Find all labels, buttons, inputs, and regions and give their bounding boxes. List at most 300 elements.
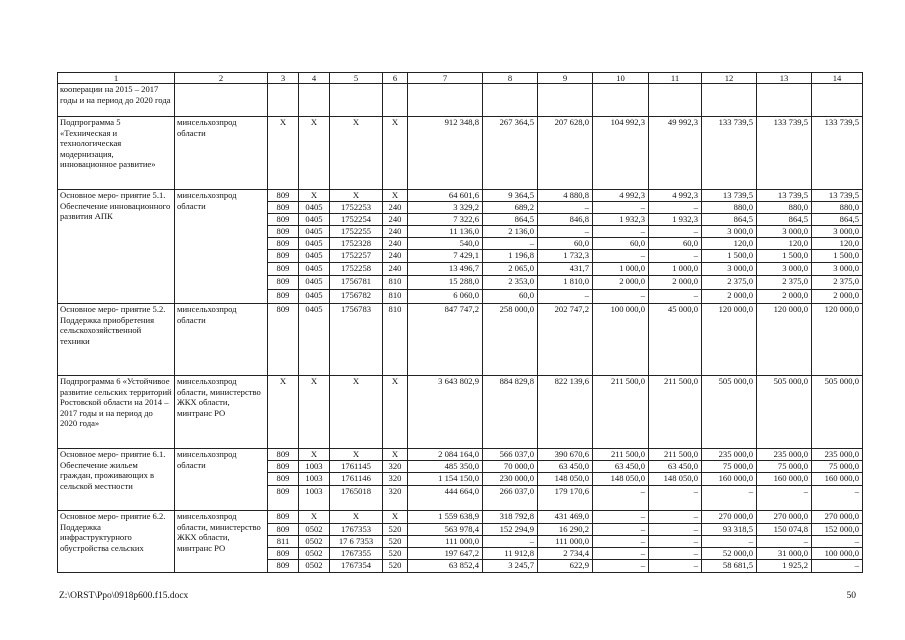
table-cell: 809 bbox=[268, 473, 299, 486]
table-cell: – bbox=[593, 250, 649, 263]
table-cell bbox=[408, 84, 483, 117]
table-cell: 809 bbox=[268, 486, 299, 511]
responsible-executor bbox=[175, 84, 268, 117]
table-cell: 520 bbox=[383, 560, 408, 573]
table-cell: 3 000,0 bbox=[812, 263, 863, 276]
table-cell: – bbox=[812, 560, 863, 573]
table-cell: 58 681,5 bbox=[702, 560, 757, 573]
table-cell: 207 628,0 bbox=[538, 117, 593, 190]
table-cell: – bbox=[649, 524, 702, 536]
table-cell bbox=[383, 84, 408, 117]
table-cell: 3 000,0 bbox=[757, 263, 812, 276]
table-cell: 104 992,3 bbox=[593, 117, 649, 190]
table-cell: 320 bbox=[383, 461, 408, 473]
table-cell: 2 065,0 bbox=[483, 263, 538, 276]
column-number: 1 bbox=[58, 73, 175, 84]
table-cell bbox=[268, 84, 299, 117]
table-cell: 120,0 bbox=[812, 238, 863, 250]
table-cell: 864,5 bbox=[483, 214, 538, 226]
table-cell: 809 bbox=[268, 290, 299, 304]
table-cell: 390 670,6 bbox=[538, 449, 593, 461]
table-cell: 13 496,7 bbox=[408, 263, 483, 276]
table-cell: X bbox=[299, 190, 330, 202]
column-number: 7 bbox=[408, 73, 483, 84]
responsible-executor: минсельхозпрод области, министерство ЖКХ области, минтранс РО bbox=[175, 376, 268, 449]
table-row bbox=[58, 117, 863, 190]
table-cell: X bbox=[383, 190, 408, 202]
table-cell: 318 792,8 bbox=[483, 511, 538, 524]
table-cell: – bbox=[649, 486, 702, 511]
activity-name: Основное меро- приятие 5.1. Обеспечение инновационного развития АПК bbox=[58, 190, 175, 304]
table-cell: 809 bbox=[268, 449, 299, 461]
table-cell: 884 829,8 bbox=[483, 376, 538, 449]
table-cell: 148 050,0 bbox=[538, 473, 593, 486]
table-cell: 431 469,0 bbox=[538, 511, 593, 524]
column-number: 5 bbox=[330, 73, 383, 84]
table-cell: 2 375,0 bbox=[757, 276, 812, 290]
table-cell: 0405 bbox=[299, 304, 330, 376]
table-cell: 4 880,8 bbox=[538, 190, 593, 202]
table-cell: 809 bbox=[268, 304, 299, 376]
table-cell: 505 000,0 bbox=[702, 376, 757, 449]
table-cell: X bbox=[383, 376, 408, 449]
table-cell: 540,0 bbox=[408, 238, 483, 250]
table-cell bbox=[649, 84, 702, 117]
table-cell: 63 450,0 bbox=[538, 461, 593, 473]
table-cell: 258 000,0 bbox=[483, 304, 538, 376]
column-number: 11 bbox=[649, 73, 702, 84]
table-cell: 270 000,0 bbox=[702, 511, 757, 524]
table-cell: 520 bbox=[383, 536, 408, 548]
table-cell: 809 bbox=[268, 190, 299, 202]
table-cell: – bbox=[757, 536, 812, 548]
table-cell: – bbox=[593, 511, 649, 524]
table-cell: 0405 bbox=[299, 238, 330, 250]
table-cell: 120 000,0 bbox=[757, 304, 812, 376]
table-cell: 1 559 638,9 bbox=[408, 511, 483, 524]
table-cell: 810 bbox=[383, 276, 408, 290]
activity-name: Подпрограмма 6 «Устойчивое развитие сельских территорий Ростовской области на 2014 – 2017 годы и на период до 2020 года» bbox=[58, 376, 175, 449]
table-cell: 13 739,5 bbox=[702, 190, 757, 202]
table-cell: 1 932,3 bbox=[593, 214, 649, 226]
table-cell bbox=[330, 84, 383, 117]
budget-table-container bbox=[57, 72, 862, 573]
table-cell: – bbox=[593, 548, 649, 560]
activity-name: Основное меро- приятие 6.2. Поддержка инфраструктурного обустройства сельских bbox=[58, 511, 175, 573]
table-cell bbox=[702, 84, 757, 117]
table-cell: X bbox=[383, 117, 408, 190]
table-cell: 211 500,0 bbox=[649, 449, 702, 461]
table-cell: X bbox=[299, 117, 330, 190]
table-cell: 822 139,6 bbox=[538, 376, 593, 449]
table-cell: 63 450,0 bbox=[649, 461, 702, 473]
table-cell: 179 170,6 bbox=[538, 486, 593, 511]
column-number: 12 bbox=[702, 73, 757, 84]
table-cell: 270 000,0 bbox=[757, 511, 812, 524]
table-cell: 235 000,0 bbox=[812, 449, 863, 461]
table-cell: 809 bbox=[268, 263, 299, 276]
table-cell: 1767354 bbox=[330, 560, 383, 573]
table-cell: 240 bbox=[383, 263, 408, 276]
table-cell: 2 375,0 bbox=[702, 276, 757, 290]
page-number: 50 bbox=[846, 591, 856, 601]
table-cell: 864,5 bbox=[702, 214, 757, 226]
table-cell: 2 000,0 bbox=[702, 290, 757, 304]
table-cell: 0405 bbox=[299, 202, 330, 214]
table-cell: 1752255 bbox=[330, 226, 383, 238]
table-cell: 1 732,3 bbox=[538, 250, 593, 263]
table-cell: 120 000,0 bbox=[812, 304, 863, 376]
table-cell: 809 bbox=[268, 202, 299, 214]
table-cell: 2 084 164,0 bbox=[408, 449, 483, 461]
column-number: 6 bbox=[383, 73, 408, 84]
table-cell: X bbox=[330, 190, 383, 202]
table-cell: 1 932,3 bbox=[649, 214, 702, 226]
table-cell: 810 bbox=[383, 304, 408, 376]
table-cell: 0502 bbox=[299, 536, 330, 548]
table-cell: 809 bbox=[268, 511, 299, 524]
table-row bbox=[58, 511, 863, 524]
table-cell: 60,0 bbox=[538, 238, 593, 250]
table-cell: 4 992,3 bbox=[649, 190, 702, 202]
table-cell: 133 739,5 bbox=[757, 117, 812, 190]
table-cell: 120,0 bbox=[757, 238, 812, 250]
table-cell: 11 136,0 bbox=[408, 226, 483, 238]
table-cell: 2 000,0 bbox=[812, 290, 863, 304]
responsible-executor: минсельхозпрод области bbox=[175, 190, 268, 304]
table-cell: 809 bbox=[268, 461, 299, 473]
file-path: Z:\ORST\Ppo\0918p600.f15.docx bbox=[59, 591, 189, 601]
table-cell: – bbox=[483, 536, 538, 548]
table-cell: 2 734,4 bbox=[538, 548, 593, 560]
table-cell: 809 bbox=[268, 276, 299, 290]
column-number: 8 bbox=[483, 73, 538, 84]
table-cell: 60,0 bbox=[649, 238, 702, 250]
table-cell: – bbox=[649, 511, 702, 524]
table-cell: 31 000,0 bbox=[757, 548, 812, 560]
table-cell: 2 000,0 bbox=[757, 290, 812, 304]
table-cell: 49 992,3 bbox=[649, 117, 702, 190]
table-cell: 0405 bbox=[299, 276, 330, 290]
table-cell: 93 318,5 bbox=[702, 524, 757, 536]
table-cell: 3 000,0 bbox=[702, 226, 757, 238]
table-cell: 1 000,0 bbox=[649, 263, 702, 276]
table-row bbox=[58, 449, 863, 461]
column-number: 10 bbox=[593, 73, 649, 84]
table-cell: 0502 bbox=[299, 560, 330, 573]
table-cell: 505 000,0 bbox=[757, 376, 812, 449]
table-cell: 809 bbox=[268, 226, 299, 238]
table-cell: 1752328 bbox=[330, 238, 383, 250]
table-cell: 520 bbox=[383, 548, 408, 560]
column-number-row bbox=[58, 73, 863, 84]
table-row bbox=[58, 376, 863, 449]
table-cell: 2 136,0 bbox=[483, 226, 538, 238]
table-cell: 270 000,0 bbox=[812, 511, 863, 524]
responsible-executor: минсельхозпрод области bbox=[175, 304, 268, 376]
table-cell: – bbox=[593, 290, 649, 304]
table-cell: 160 000,0 bbox=[812, 473, 863, 486]
table-cell: 211 500,0 bbox=[593, 449, 649, 461]
table-cell: 1756782 bbox=[330, 290, 383, 304]
table-cell: 880,0 bbox=[812, 202, 863, 214]
table-cell: 160 000,0 bbox=[757, 473, 812, 486]
table-cell: 111 000,0 bbox=[408, 536, 483, 548]
table-cell: – bbox=[649, 536, 702, 548]
table-cell: 100 000,0 bbox=[593, 304, 649, 376]
table-cell: 810 bbox=[383, 290, 408, 304]
table-cell: 0405 bbox=[299, 226, 330, 238]
table-cell: 17 6 7353 bbox=[330, 536, 383, 548]
table-cell: 133 739,5 bbox=[702, 117, 757, 190]
table-cell: 1756781 bbox=[330, 276, 383, 290]
table-cell: – bbox=[593, 226, 649, 238]
table-cell: 75 000,0 bbox=[812, 461, 863, 473]
table-cell: 0405 bbox=[299, 263, 330, 276]
table-cell: 70 000,0 bbox=[483, 461, 538, 473]
table-cell bbox=[483, 84, 538, 117]
table-cell: 0405 bbox=[299, 290, 330, 304]
table-cell: 1 196,8 bbox=[483, 250, 538, 263]
table-cell: 240 bbox=[383, 250, 408, 263]
table-row bbox=[58, 304, 863, 376]
table-cell: 1003 bbox=[299, 486, 330, 511]
budget-table bbox=[57, 72, 863, 573]
table-cell: 1 500,0 bbox=[702, 250, 757, 263]
table-cell: – bbox=[649, 226, 702, 238]
table-cell: – bbox=[812, 486, 863, 511]
table-cell: 64 601,6 bbox=[408, 190, 483, 202]
activity-name: кооперации на 2015 – 2017 годы и на период до 2020 года bbox=[58, 84, 175, 117]
table-cell: – bbox=[812, 536, 863, 548]
table-cell: 2 353,0 bbox=[483, 276, 538, 290]
responsible-executor: минсельхозпрод области bbox=[175, 117, 268, 190]
table-cell: 202 747,2 bbox=[538, 304, 593, 376]
table-cell: 864,5 bbox=[757, 214, 812, 226]
table-cell: 63 450,0 bbox=[593, 461, 649, 473]
table-cell bbox=[593, 84, 649, 117]
table-cell: 52 000,0 bbox=[702, 548, 757, 560]
table-cell: 267 364,5 bbox=[483, 117, 538, 190]
table-cell: 1767353 bbox=[330, 524, 383, 536]
table-cell: 1 925,2 bbox=[757, 560, 812, 573]
table-cell: 13 739,5 bbox=[757, 190, 812, 202]
table-cell: 566 037,0 bbox=[483, 449, 538, 461]
table-cell: 75 000,0 bbox=[702, 461, 757, 473]
table-cell: 150 074,8 bbox=[757, 524, 812, 536]
table-cell: – bbox=[649, 250, 702, 263]
table-cell: – bbox=[538, 202, 593, 214]
table-cell: 0405 bbox=[299, 250, 330, 263]
table-cell: 6 060,0 bbox=[408, 290, 483, 304]
table-cell: 1765018 bbox=[330, 486, 383, 511]
table-row bbox=[58, 84, 863, 117]
activity-name: Основное меро- приятие 5.2. Поддержка приобретения сельскохозяйственной техники bbox=[58, 304, 175, 376]
column-number: 3 bbox=[268, 73, 299, 84]
table-cell: 15 288,0 bbox=[408, 276, 483, 290]
table-cell: 431,7 bbox=[538, 263, 593, 276]
table-cell: 45 000,0 bbox=[649, 304, 702, 376]
table-cell: – bbox=[757, 486, 812, 511]
column-number: 14 bbox=[812, 73, 863, 84]
column-number: 13 bbox=[757, 73, 812, 84]
activity-name: Подпрограмма 5 «Техническая и технологическая модернизация, инновационное развитие» bbox=[58, 117, 175, 190]
table-cell: 1 000,0 bbox=[593, 263, 649, 276]
table-cell: 11 912,8 bbox=[483, 548, 538, 560]
table-cell: 1003 bbox=[299, 461, 330, 473]
table-cell: 60,0 bbox=[593, 238, 649, 250]
table-cell: – bbox=[538, 290, 593, 304]
table-cell: 520 bbox=[383, 524, 408, 536]
table-cell: 111 000,0 bbox=[538, 536, 593, 548]
table-cell: X bbox=[330, 449, 383, 461]
table-cell: 3 000,0 bbox=[812, 226, 863, 238]
table-cell: 235 000,0 bbox=[702, 449, 757, 461]
table-cell: X bbox=[268, 117, 299, 190]
table-cell: 1752254 bbox=[330, 214, 383, 226]
table-cell: 1752253 bbox=[330, 202, 383, 214]
table-cell: 1761146 bbox=[330, 473, 383, 486]
table-cell: 16 290,2 bbox=[538, 524, 593, 536]
table-cell: 3 643 802,9 bbox=[408, 376, 483, 449]
table-cell: 7 322,6 bbox=[408, 214, 483, 226]
table-cell: 809 bbox=[268, 548, 299, 560]
table-cell bbox=[299, 84, 330, 117]
table-cell: X bbox=[330, 117, 383, 190]
column-number: 2 bbox=[175, 73, 268, 84]
table-cell: 4 992,3 bbox=[593, 190, 649, 202]
table-cell: 485 350,0 bbox=[408, 461, 483, 473]
table-cell bbox=[538, 84, 593, 117]
table-cell: 880,0 bbox=[757, 202, 812, 214]
table-cell: 809 bbox=[268, 560, 299, 573]
table-cell: – bbox=[538, 226, 593, 238]
table-cell: 0502 bbox=[299, 548, 330, 560]
table-cell: – bbox=[649, 290, 702, 304]
table-cell: X bbox=[299, 511, 330, 524]
table-cell: 240 bbox=[383, 214, 408, 226]
table-cell: – bbox=[702, 536, 757, 548]
table-cell: X bbox=[330, 511, 383, 524]
table-cell: 320 bbox=[383, 473, 408, 486]
column-number: 9 bbox=[538, 73, 593, 84]
table-cell: 240 bbox=[383, 238, 408, 250]
table-cell: 811 bbox=[268, 536, 299, 548]
table-cell: 1003 bbox=[299, 473, 330, 486]
table-cell: 846,8 bbox=[538, 214, 593, 226]
table-cell: 1 500,0 bbox=[812, 250, 863, 263]
table-cell: 880,0 bbox=[702, 202, 757, 214]
table-cell: 3 000,0 bbox=[702, 263, 757, 276]
table-cell: – bbox=[593, 524, 649, 536]
table-cell: 1 810,0 bbox=[538, 276, 593, 290]
table-cell: 622,9 bbox=[538, 560, 593, 573]
table-cell: 2 000,0 bbox=[649, 276, 702, 290]
table-cell: 809 bbox=[268, 238, 299, 250]
table-cell: 133 739,5 bbox=[812, 117, 863, 190]
table-cell: – bbox=[649, 548, 702, 560]
table-cell: 148 050,0 bbox=[593, 473, 649, 486]
table-row bbox=[58, 190, 863, 202]
table-cell: 13 739,5 bbox=[812, 190, 863, 202]
table-cell: 1752257 bbox=[330, 250, 383, 263]
table-cell: 60,0 bbox=[483, 290, 538, 304]
table-cell: 809 bbox=[268, 250, 299, 263]
table-cell bbox=[812, 84, 863, 117]
table-cell: 1761145 bbox=[330, 461, 383, 473]
table-cell: X bbox=[383, 511, 408, 524]
table-cell: – bbox=[593, 536, 649, 548]
table-cell: 1756783 bbox=[330, 304, 383, 376]
table-cell: X bbox=[330, 376, 383, 449]
activity-name: Основное меро- приятие 6.1. Обеспечение жильем граждан, проживающих в сельской местности bbox=[58, 449, 175, 511]
table-cell: 120 000,0 bbox=[702, 304, 757, 376]
table-cell: X bbox=[383, 449, 408, 461]
responsible-executor: минсельхозпрод области, министерство ЖКХ области, минтранс РО bbox=[175, 511, 268, 573]
table-cell: 1 154 150,0 bbox=[408, 473, 483, 486]
table-cell: X bbox=[299, 376, 330, 449]
table-cell: – bbox=[593, 560, 649, 573]
table-cell: 152 000,0 bbox=[812, 524, 863, 536]
table-cell bbox=[757, 84, 812, 117]
table-cell: 240 bbox=[383, 226, 408, 238]
table-cell: 230 000,0 bbox=[483, 473, 538, 486]
table-cell: 809 bbox=[268, 524, 299, 536]
table-cell: 3 245,7 bbox=[483, 560, 538, 573]
table-cell: – bbox=[483, 238, 538, 250]
table-cell: 809 bbox=[268, 214, 299, 226]
table-cell: X bbox=[268, 376, 299, 449]
table-cell: 240 bbox=[383, 202, 408, 214]
table-cell: 320 bbox=[383, 486, 408, 511]
table-cell: 7 429,1 bbox=[408, 250, 483, 263]
table-cell: – bbox=[593, 486, 649, 511]
responsible-executor: минсельхозпрод области bbox=[175, 449, 268, 511]
table-cell: 2 000,0 bbox=[593, 276, 649, 290]
table-cell: 0405 bbox=[299, 214, 330, 226]
table-cell: X bbox=[299, 449, 330, 461]
table-cell: 847 747,2 bbox=[408, 304, 483, 376]
table-cell: 9 364,5 bbox=[483, 190, 538, 202]
table-cell: 689,2 bbox=[483, 202, 538, 214]
table-cell: 148 050,0 bbox=[649, 473, 702, 486]
table-cell: 563 978,4 bbox=[408, 524, 483, 536]
table-cell: 0502 bbox=[299, 524, 330, 536]
table-cell: – bbox=[702, 486, 757, 511]
table-cell: 505 000,0 bbox=[812, 376, 863, 449]
column-number: 4 bbox=[299, 73, 330, 84]
table-cell: 197 647,2 bbox=[408, 548, 483, 560]
table-cell: 63 852,4 bbox=[408, 560, 483, 573]
table-cell: 160 000,0 bbox=[702, 473, 757, 486]
table-cell: 1767355 bbox=[330, 548, 383, 560]
table-cell: 912 348,8 bbox=[408, 117, 483, 190]
table-cell: 3 329,2 bbox=[408, 202, 483, 214]
table-cell: 444 664,0 bbox=[408, 486, 483, 511]
table-cell: 266 037,0 bbox=[483, 486, 538, 511]
table-cell: 1752258 bbox=[330, 263, 383, 276]
table-cell: 2 375,0 bbox=[812, 276, 863, 290]
table-cell: 235 000,0 bbox=[757, 449, 812, 461]
table-cell: 152 294,9 bbox=[483, 524, 538, 536]
table-cell: – bbox=[593, 202, 649, 214]
table-cell: 75 000,0 bbox=[757, 461, 812, 473]
table-cell: 211 500,0 bbox=[649, 376, 702, 449]
table-cell: 120,0 bbox=[702, 238, 757, 250]
table-cell: 211 500,0 bbox=[593, 376, 649, 449]
table-cell: – bbox=[649, 202, 702, 214]
table-cell: 3 000,0 bbox=[757, 226, 812, 238]
